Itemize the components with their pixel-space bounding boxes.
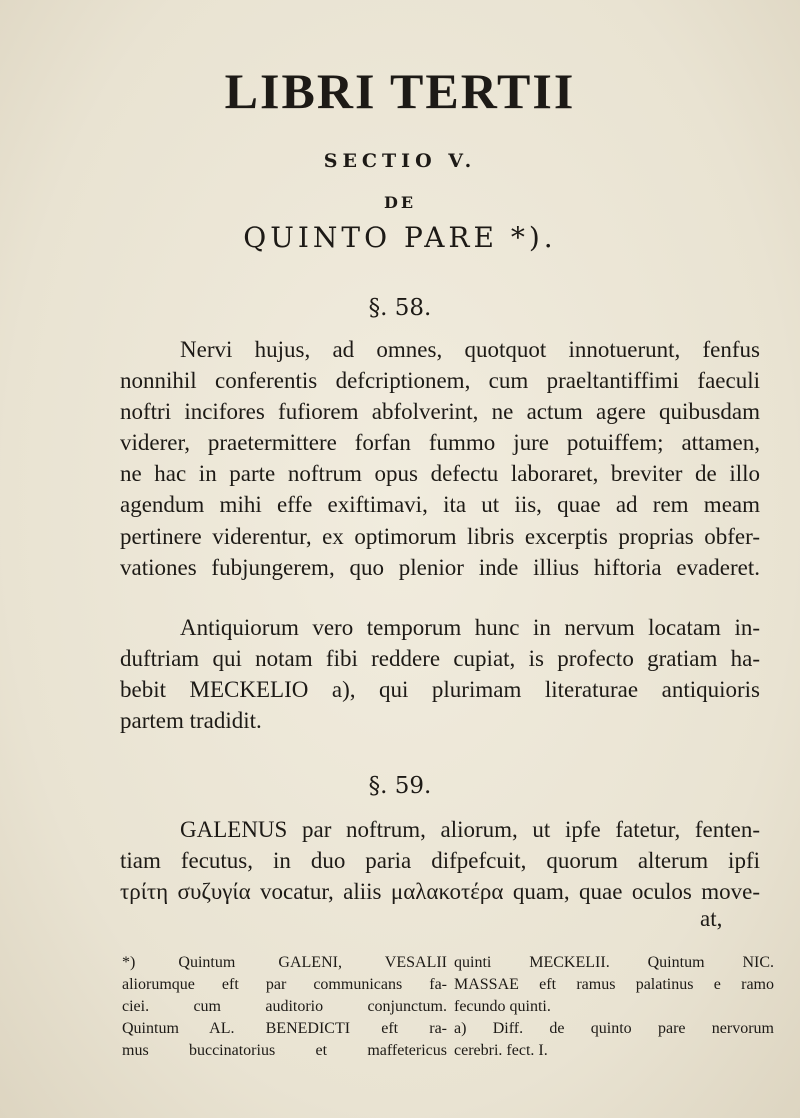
text-line: τρίτη συζυγία vocatur, aliis μαλακοτέρα quam, quae oculos move- xyxy=(120,879,760,905)
footnote-line: ciei. cum auditorio conjunctum. xyxy=(122,998,447,1015)
footnote-column-left xyxy=(122,952,447,1062)
section-heading: SECTIO V. xyxy=(323,150,477,172)
book-title: LIBRI TERTII xyxy=(224,63,576,119)
text-line: bebit MECKELIO a), qui plurimam literaturae antiquioris xyxy=(120,677,760,703)
text-line: viderer, praetermittere forfan fummo jure potuiffem; attamen, xyxy=(120,430,760,456)
subject-heading: QUINTO PARE *). xyxy=(243,221,557,254)
footnote-line: MASSAE eft ramus palatinus e ramo xyxy=(454,976,774,993)
footnote-line: mus buccinatorius et maffetericus xyxy=(122,1042,447,1059)
de-heading: DE xyxy=(383,193,417,212)
text-line: nonnihil conferentis defcriptionem, cum praeltantiffimi faeculi xyxy=(120,368,760,394)
footnote-column-right xyxy=(454,952,774,1062)
text-line: ne hac in parte noftrum opus defectu laboraret, breviter de illo xyxy=(120,461,760,487)
footnote-line: cerebri. fect. I. xyxy=(454,1042,548,1059)
text-line: Nervi hujus, ad omnes, quotquot innotuerunt, fenfus xyxy=(180,337,760,362)
text-line: agendum mihi effe exiftimavi, ita ut iis, quae ad rem meam xyxy=(120,492,760,518)
paragraph-3 xyxy=(120,814,760,907)
footnote-line: quinti MECKELII. Quintum NIC. xyxy=(454,954,774,971)
text-line: duftriam qui notam fibi reddere cupiat, is profecto gratiam ha- xyxy=(120,646,760,672)
text-line: noftri incifores fufiorem abfolverint, ne actum agere quibusdam xyxy=(120,399,760,425)
paragraph-1 xyxy=(120,334,760,583)
text-line: partem tradidit. xyxy=(120,708,262,734)
text-line: pertinere viderentur, ex optimorum libris excerptis proprias obfer- xyxy=(120,523,760,549)
text-line: GALENUS par noftrum, aliorum, ut ipfe fatetur, fenten- xyxy=(180,817,760,842)
catchword: at, xyxy=(700,906,723,931)
footnote-line: a) Diff. de quinto pare nervorum xyxy=(454,1020,774,1037)
footnote-line: *) Quintum GALENI, VESALII xyxy=(122,954,447,971)
footnote-line: aliorumque eft par communicans fa- xyxy=(122,976,447,993)
paragraph-number-58: §. 58. xyxy=(368,295,432,321)
footnote-line: Quintum AL. BENEDICTI eft ra- xyxy=(122,1020,447,1037)
footnote-line: fecundo quinti. xyxy=(454,998,551,1015)
paragraph-number-59: §. 59. xyxy=(368,773,432,799)
text-line: Antiquiorum vero temporum hunc in nervum locatam in- xyxy=(180,615,760,640)
text-line: tiam fecutus, in duo paria difpefcuit, quorum alterum ipfi xyxy=(120,848,760,874)
text-line: vationes fubjungerem, quo plenior inde illius hiftoria evaderet. xyxy=(120,554,760,580)
paragraph-2 xyxy=(120,612,760,736)
